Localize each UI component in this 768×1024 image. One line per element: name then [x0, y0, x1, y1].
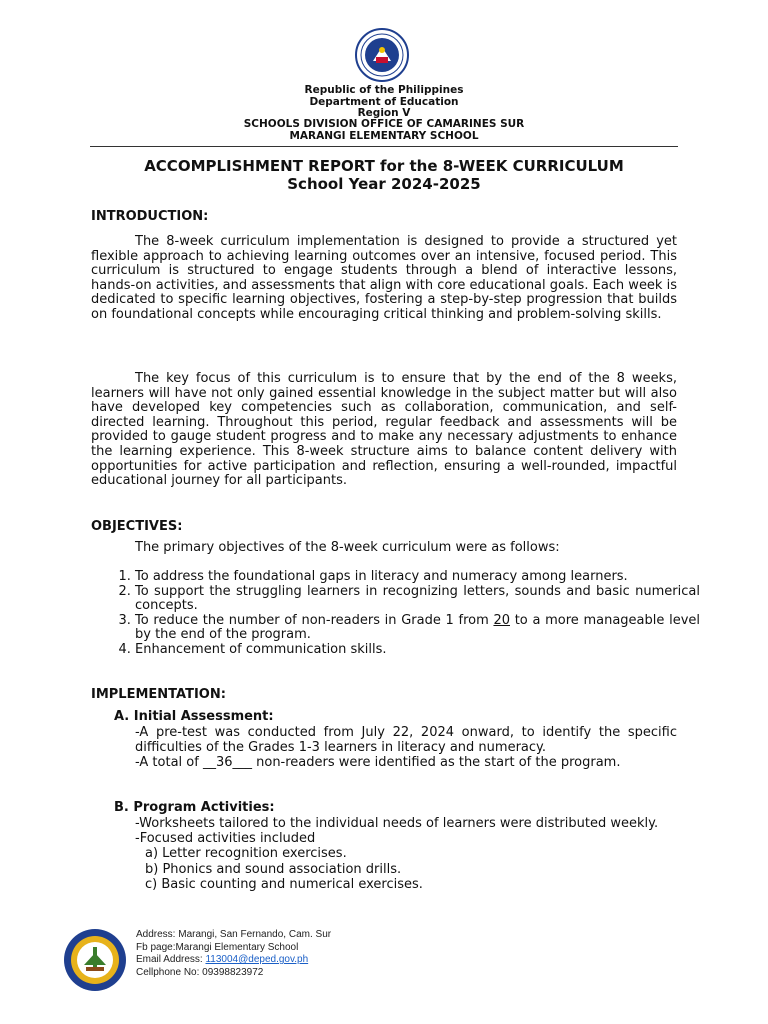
header-department: Department of Education [309, 96, 459, 108]
school-logo-icon [62, 927, 128, 993]
introduction-heading: INTRODUCTION: [91, 209, 209, 224]
list-item: b) Phonics and sound association drills. [145, 861, 402, 877]
introduction-text-2: The key focus of this curriculum is to ensure that by the end of the 8 weeks, learners will have not only gained essential knowledge in the subject matter but will also have developed key competencies such as collaboration, communication, and self-directed learning. Throughout this period, regular feedback and assessments will be provided to gauge student progress and to make any necessary adjustments to enhance the learning experience. This 8-week structure aims to balance content delivery with opportunities for active participation and reflection, ensuring a well-rounded, impactful educational journey for all participants. [91, 371, 677, 489]
program-activities-body [135, 816, 677, 892]
header-republic: Republic of the Philippines [304, 84, 464, 96]
footer-email-link[interactable]: 113004@deped.gov.ph [205, 954, 309, 966]
header-school: MARANGI ELEMENTARY SCHOOL [289, 130, 479, 142]
deped-seal-icon [346, 27, 418, 83]
assessment-line: -A total of __36___ non-readers were identified as the start of the program. [135, 755, 621, 771]
footer-email-row [136, 954, 331, 967]
objective-text: to a more manageable level by the end of the program. [135, 612, 700, 643]
footer-address: Address: Marangi, San Fernando, Cam. Sur [136, 929, 332, 940]
objectives-list [112, 570, 700, 658]
list-item: a) Letter recognition exercises. [145, 846, 347, 862]
objectives-intro: The primary objectives of the 8-week curriculum were as follows: [135, 540, 560, 555]
header-divider [90, 146, 678, 147]
initial-assessment-heading: A. Initial Assessment: [114, 709, 274, 724]
implementation-heading: IMPLEMENTATION: [91, 687, 226, 702]
list-item: c) Basic counting and numerical exercises. [145, 876, 423, 892]
objective-number: 20 [493, 612, 510, 628]
footer-contact [136, 929, 331, 979]
footer-phone: Cellphone No: 09398823972 [136, 966, 264, 978]
introduction-paragraph-1 [91, 235, 677, 323]
footer-email-label: Email Address: [136, 954, 206, 966]
objective-item: 2. To support the struggling learners in recognizing letters, sounds and basic numerical concepts. [135, 585, 700, 614]
report-subtitle: School Year 2024-2025 [287, 175, 481, 193]
program-activities-heading: B. Program Activities: [114, 800, 275, 815]
objective-item: 1. To address the foundational gaps in literacy and numeracy among learners. [135, 570, 700, 585]
objectives-heading: OBJECTIVES: [91, 519, 183, 534]
activity-line: -Focused activities included [135, 831, 316, 847]
assessment-line: -A pre-test was conducted from July 22, 2024 onward, to identify the specific difficulties of the Grades 1-3 learners in literacy and numeracy. [135, 725, 677, 756]
initial-assessment-body [135, 725, 677, 771]
introduction-paragraph-2 [91, 372, 677, 489]
activity-list [135, 846, 677, 892]
report-title: ACCOMPLISHMENT REPORT for the 8-WEEK CURRICULUM [144, 157, 624, 175]
introduction-text-1: The 8-week curriculum implementation is designed to provide a structured yet flexible approach to achieving learning outcomes over an intensive, focused period. This curriculum is structured to engage students through a blend of interactive lessons, hands-on activities, and assessments that align with core educational goals. Each week is dedicated to specific learning objectives, fostering a step-by-step progression that builds on foundational concepts while encouraging critical thinking and problem-solving skills. [91, 234, 677, 322]
objective-item: 4. Enhancement of communication skills. [135, 643, 700, 658]
header-division: SCHOOLS DIVISION OFFICE OF CAMARINES SUR [243, 118, 525, 130]
objective-text: To reduce the number of non-readers in Grade 1 from [135, 612, 494, 628]
objective-item [135, 614, 700, 643]
header-region: Region V [357, 107, 411, 119]
footer-fb-page: Fb page:Marangi Elementary School [136, 941, 299, 953]
activity-line: -Worksheets tailored to the individual needs of learners were distributed weekly. [135, 816, 659, 831]
